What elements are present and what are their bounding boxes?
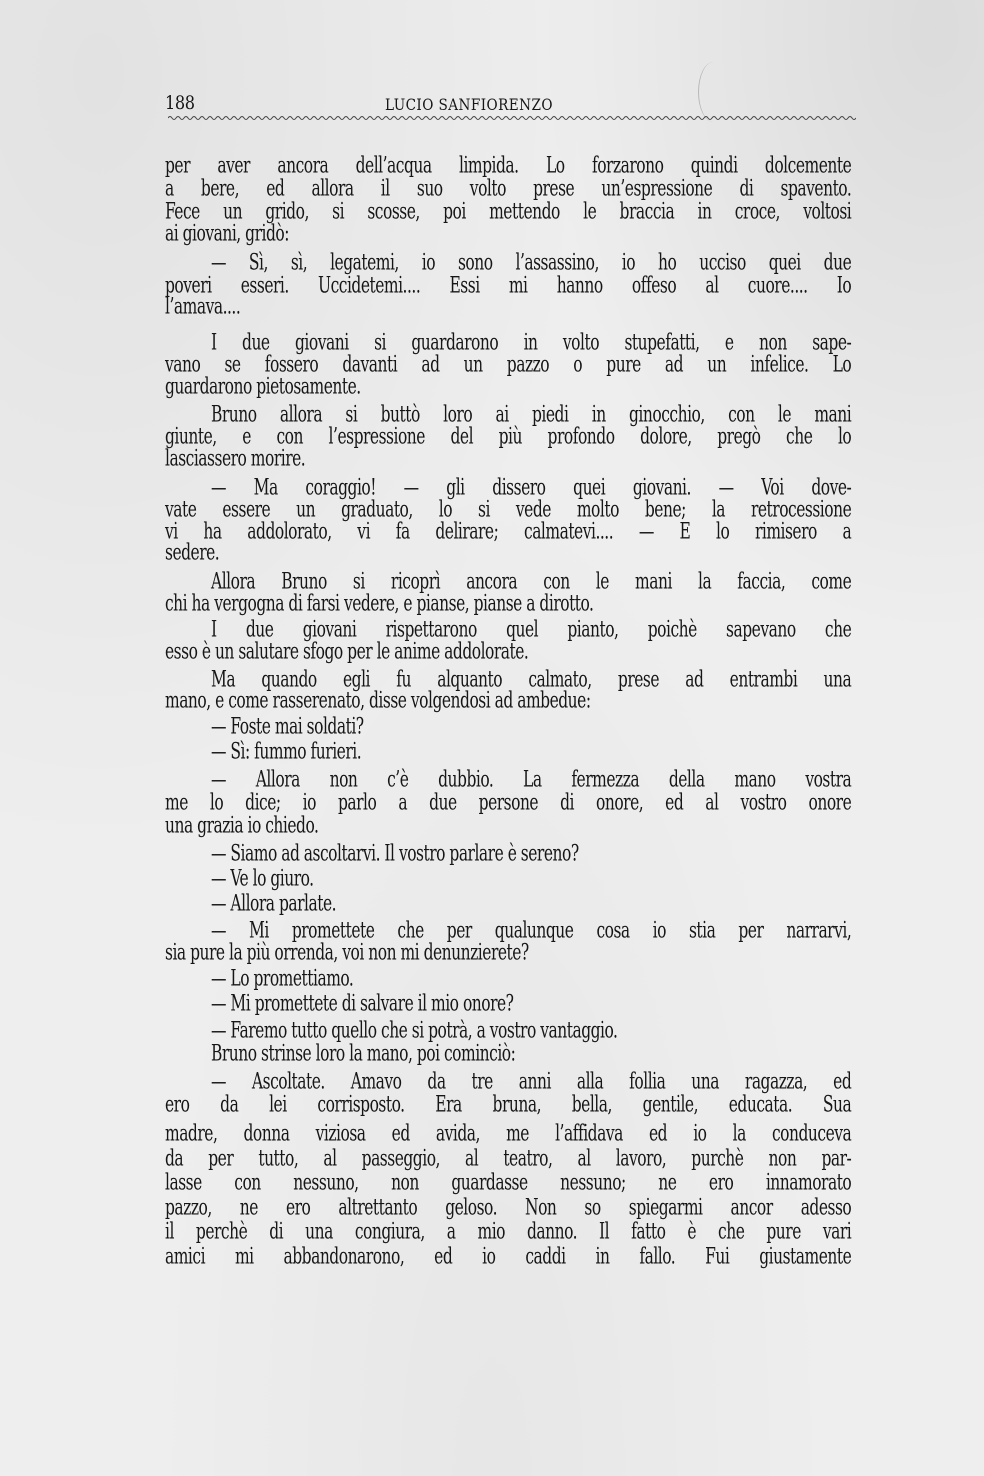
text-line-content: l’amava....: [165, 293, 241, 319]
text-line: [165, 1040, 851, 1066]
text-line-content: I due giovani rispettarono quel pianto, poichè sapevano che: [211, 616, 852, 642]
text-line-content: vi ha addolorato, vi fa delirare; calmatevi.... — E lo rimisero a: [165, 518, 852, 544]
wavy-header-rule: [168, 114, 856, 122]
text-line-content: I due giovani si guardarono in volto stupefatti, e non sape-: [211, 329, 852, 355]
text-line-content: mano, e come rasserenato, disse volgendosi ad ambedue:: [165, 687, 591, 713]
text-line-content: — Sì: fummo furieri.: [211, 738, 362, 764]
text-line-content: madre, donna viziosa ed avida, me l’affidava ed io la conduceva: [165, 1120, 852, 1146]
text-line-content: ero da lei corrisposto. Era bruna, bella, gentile, educata. Sua: [165, 1091, 852, 1117]
page-number: 188: [165, 92, 195, 114]
text-line: [165, 890, 851, 916]
text-line-content: amici mi abbandonarono, ed io caddi in fallo. Fui giustamente: [165, 1243, 852, 1269]
text-line: [165, 687, 851, 713]
running-title: LUCIO SANFIORENZO: [385, 95, 553, 114]
text-line-content: — Faremo tutto quello che si potrà, a vostro vantaggio.: [211, 1017, 618, 1043]
text-line-content: lasse con nessuno, non guardasse nessuno; ne ero innamorato: [165, 1169, 852, 1195]
text-line: [165, 1218, 851, 1244]
text-line: [165, 840, 851, 866]
text-line: [165, 990, 851, 1016]
text-line-content: — Allora parlate.: [211, 890, 337, 916]
text-line: [165, 1194, 851, 1220]
text-line-content: — Ve lo giuro.: [211, 865, 314, 891]
text-line-content: Ma quando egli fu alquanto calmato, prese ad entrambi una: [211, 666, 852, 692]
text-line-content: — Foste mai soldati?: [211, 713, 364, 739]
text-line-content: — Lo promettiamo.: [211, 965, 354, 991]
text-line: [165, 590, 851, 616]
text-line-content: giunte, e con l’espressione del più profondo dolore, pregò che lo: [165, 423, 852, 449]
text-line: [165, 1120, 851, 1146]
text-line: [165, 1243, 851, 1269]
text-line: [165, 939, 851, 965]
text-line-content: — Mi promettete di salvare il mio onore?: [211, 990, 514, 1016]
text-line: [165, 738, 851, 764]
text-line-content: vate essere un graduato, lo si vede molto bene; la retrocessione: [165, 496, 852, 522]
text-line: [165, 812, 851, 838]
text-line-content: sedere.: [165, 539, 220, 565]
text-line: [165, 1169, 851, 1195]
text-line-content: — Ascoltate. Amavo da tre anni alla follia una ragazza, ed: [211, 1068, 852, 1094]
text-line-content: pazzo, ne ero altrettanto geloso. Non so spiegarmi ancor adesso: [165, 1194, 852, 1220]
text-line-content: poveri esseri. Uccidetemi.... Essi mi hanno offeso al cuore.... Io: [165, 272, 852, 298]
text-line-content: da per tutto, al passeggio, al teatro, al lavoro, purchè non par-: [165, 1145, 852, 1171]
text-line-content: ai giovani, gridò:: [165, 220, 289, 246]
text-line-content: — Allora non c’è dubbio. La fermezza della mano vostra: [211, 766, 852, 792]
text-line: [165, 373, 851, 399]
text-line: [165, 865, 851, 891]
text-line: [165, 220, 851, 246]
text-line: [165, 1091, 851, 1117]
text-line: [165, 445, 851, 471]
text-line-content: chi ha vergogna di farsi vedere, e pianse, pianse a dirotto.: [165, 590, 594, 616]
text-line-content: Bruno strinse loro la mano, poi cominciò:: [211, 1040, 516, 1066]
text-line-content: per aver ancora dell’acqua limpida. Lo forzarono quindi dolcemente: [165, 152, 852, 178]
text-line-content: una grazia io chiedo.: [165, 812, 319, 838]
text-line-content: vano se fossero davanti ad un pazzo o pure ad un infelice. Lo: [165, 351, 852, 377]
text-line: [165, 539, 851, 565]
text-line: [165, 1145, 851, 1171]
text-line-content: lasciassero morire.: [165, 445, 306, 471]
text-line: [165, 965, 851, 991]
text-line-content: — Sì, sì, legatemi, io sono l’assassino, io ho ucciso quei due: [211, 249, 852, 275]
text-line-content: Bruno allora si buttò loro ai piedi in ginocchio, con le mani: [211, 401, 852, 427]
text-line-content: il perchè di una congiura, a mio danno. Il fatto è che pure vari: [165, 1218, 852, 1244]
text-line-content: — Siamo ad ascoltarvi. Il vostro parlare è sereno?: [211, 840, 579, 866]
text-line-content: — Mi promettete che per qualunque cosa io stia per narrarvi,: [211, 917, 852, 943]
text-line-content: a bere, ed allora il suo volto prese un’espressione di spavento.: [165, 175, 852, 201]
text-line-content: esso è un salutare sfogo per le anime addolorate.: [165, 638, 529, 664]
text-line: [165, 638, 851, 664]
text-line: [165, 293, 851, 319]
text-line-content: guardarono pietosamente.: [165, 373, 361, 399]
text-line-content: Fece un grido, si scosse, poi mettendo le braccia in croce, voltosi: [165, 198, 852, 224]
text-line-content: — Ma coraggio! — gli dissero quei giovani. — Voi dove-: [211, 474, 852, 500]
text-line-content: sia pure la più orrenda, voi non mi denunzierete?: [165, 939, 529, 965]
text-line-content: me lo dice; io parlo a due persone di onore, ed al vostro onore: [165, 789, 852, 815]
text-line: [165, 713, 851, 739]
text-line-content: Allora Bruno si ricoprì ancora con le mani la faccia, come: [211, 568, 852, 594]
